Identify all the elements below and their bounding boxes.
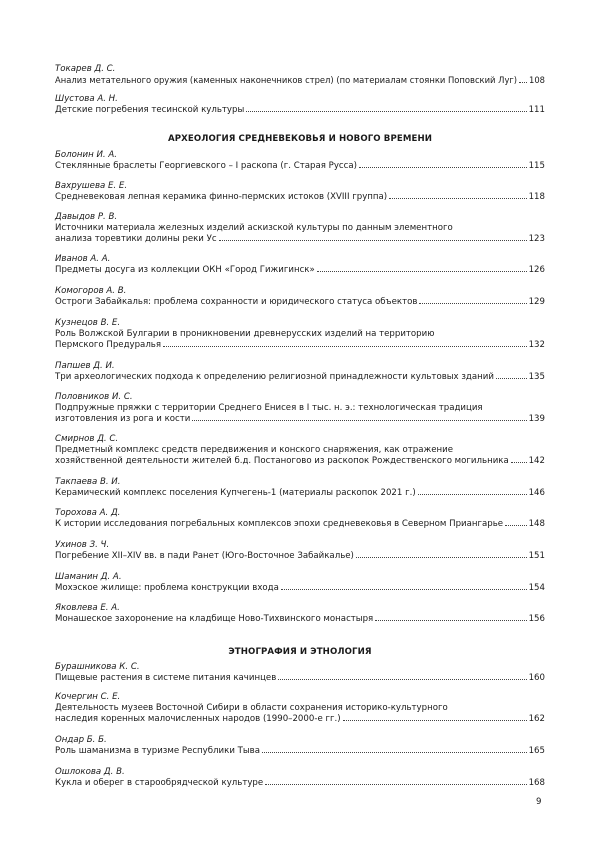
entry-page: 154	[528, 583, 545, 593]
entry-title-line	[55, 414, 545, 425]
dot-leader	[359, 167, 527, 168]
entry-author: Яковлева Е. А.	[55, 603, 120, 613]
entry-author: Торохова А. Д.	[55, 508, 121, 518]
entry-title: Предметы досуга из коллекции ОКН «Город Гижигинск»	[55, 265, 315, 275]
entry-title-line	[55, 75, 545, 86]
entry-page: 162	[528, 714, 545, 724]
entry-author: Комогоров А. В.	[55, 286, 127, 296]
toc-entry[interactable]	[55, 767, 545, 789]
toc-entry[interactable]	[55, 254, 545, 276]
entry-author: Шустова А. Н.	[55, 94, 118, 104]
entry-title: Анализ метательного оружия (каменных наконечников стрел) (по материалам стоянки Поповский Луг)	[55, 75, 518, 85]
entry-title: Средневековая лепная керамика финно-пермских истоков (XVIII группа)	[55, 192, 388, 202]
entry-title-line	[55, 614, 545, 625]
dot-leader	[343, 720, 527, 721]
entry-title-line	[55, 372, 545, 383]
entry-title: изготовления из рога и кости	[55, 414, 191, 424]
toc-entry[interactable]	[55, 508, 545, 530]
entry-title: Подпружные пряжки с территории Среднего Енисея в I тыс. н. э.: технологическая традиция	[55, 403, 483, 413]
section-heading: ЭТНОГРАФИЯ И ЭТНОЛОГИЯ	[228, 647, 372, 657]
entry-page: 118	[528, 192, 545, 202]
entry-title-line	[55, 340, 545, 351]
dot-leader	[265, 784, 526, 785]
entry-title-line	[55, 746, 545, 757]
entry-title-line	[55, 297, 545, 308]
toc-entry[interactable]	[55, 540, 545, 562]
entry-page: 151	[528, 551, 545, 561]
entry-title: Пищевые растения в системе питания качинцев	[55, 673, 277, 683]
entry-title: Монашеское захоронение на кладбище Ново-Тихвинского монастыря	[55, 614, 374, 624]
dot-leader	[219, 240, 527, 241]
entry-author: Вахрушева Е. Е.	[55, 181, 128, 191]
toc-entry[interactable]	[55, 212, 545, 245]
entry-title-line	[55, 234, 545, 245]
dot-leader	[246, 111, 526, 112]
dot-leader	[317, 271, 527, 272]
entry-title: Деятельность музеев Восточной Сибири в области сохранения историко-культурного	[55, 703, 448, 713]
page-number: 9	[536, 797, 542, 807]
entry-author: Шаманин Д. А.	[55, 572, 122, 582]
entry-title-line	[55, 673, 545, 684]
entry-page: 129	[528, 297, 545, 307]
dot-leader	[519, 82, 527, 83]
entry-page: 115	[528, 161, 545, 171]
entry-page: 165	[528, 746, 545, 756]
entry-title: Роль Волжской Булгарии в проникновении древнерусских изделий на территорию	[55, 329, 435, 339]
toc-entry[interactable]	[55, 361, 545, 383]
entry-title-line	[55, 192, 545, 203]
entry-page: 148	[528, 519, 545, 529]
entry-title-line	[55, 583, 545, 594]
entry-title: Керамический комплекс поселения Купчегень-1 (материалы раскопок 2021 г.)	[55, 488, 416, 498]
dot-leader	[505, 525, 527, 526]
dot-leader	[389, 198, 526, 199]
entry-author: Папшев Д. И.	[55, 361, 115, 371]
dot-leader	[262, 752, 527, 753]
toc-entry[interactable]	[55, 434, 545, 467]
toc-entry[interactable]	[55, 318, 545, 351]
entry-title: анализа торевтики долины реки Ус	[55, 234, 217, 244]
entry-author: Кочергин С. Е.	[55, 692, 121, 702]
entry-title-line	[55, 714, 545, 725]
entry-page: 108	[529, 75, 545, 85]
toc-entry[interactable]	[55, 477, 545, 499]
entry-title: Погребение XII–XIV вв. в пади Ранет (Юго-Восточное Забайкалье)	[55, 551, 354, 561]
entry-page: 168	[528, 778, 545, 788]
entry-author: Иванов А. А.	[55, 254, 111, 264]
entry-title-line	[55, 519, 545, 530]
entry-author: Половников И. С.	[55, 392, 133, 402]
entry-title: Источники материала железных изделий аскизской культуры по данным элементного	[55, 223, 453, 233]
dot-leader	[278, 679, 526, 680]
entry-page: 132	[528, 340, 545, 350]
entry-title: Предметный комплекс средств передвижения и конского снаряжения, как отражение	[55, 445, 453, 455]
entry-author: Токарев Д. С.	[55, 64, 116, 74]
entry-title: К истории исследования погребальных комплексов эпохи средневековья в Северном Приангарье	[55, 519, 504, 529]
entry-title: Кукла и оберег в старообрядческой культуре	[55, 778, 264, 788]
entry-author: Ухинов З. Ч.	[55, 540, 110, 550]
entry-title: Роль шаманизма в туризме Республики Тыва	[55, 746, 261, 756]
toc-entry[interactable]	[55, 662, 545, 684]
entry-title: Детские погребения тесинской культуры	[55, 105, 245, 115]
entry-page: 139	[528, 414, 545, 424]
dot-leader	[356, 557, 527, 558]
toc-entry[interactable]	[55, 735, 545, 757]
toc-entry[interactable]	[55, 392, 545, 425]
entry-title: Мохэское жилище: проблема конструкции входа	[55, 583, 279, 593]
toc-entry[interactable]	[55, 181, 545, 203]
entry-page: 123	[528, 234, 545, 244]
dot-leader	[418, 494, 527, 495]
entry-page: 135	[528, 372, 545, 382]
entry-author: Болонин И. А.	[55, 150, 117, 160]
entry-page: 156	[528, 614, 545, 624]
dot-leader	[496, 378, 527, 379]
entry-title-line	[55, 456, 545, 467]
entry-title-line	[55, 551, 545, 562]
toc-entry[interactable]	[55, 64, 545, 86]
entry-title: Три археологических подхода к определению религиозной принадлежности культовых зданий	[55, 372, 494, 382]
toc-entry[interactable]	[55, 150, 545, 172]
entry-page: 142	[528, 456, 545, 466]
entry-title: Стеклянные браслеты Георгиевского – I раскопа (г. Старая Русса)	[55, 161, 357, 171]
entry-author: Ондар Б. Б.	[55, 735, 107, 745]
entry-title-line	[55, 488, 545, 499]
toc-entry[interactable]	[55, 603, 545, 625]
dot-leader	[281, 589, 527, 590]
entry-author: Бурашникова К. С.	[55, 662, 140, 672]
entry-title-line	[55, 265, 545, 276]
dot-leader	[375, 620, 526, 621]
entry-title-line	[55, 105, 545, 116]
entry-title-line	[55, 778, 545, 789]
toc-entry[interactable]	[55, 692, 545, 725]
entry-author: Смирнов Д. С.	[55, 434, 119, 444]
entry-author: Ошлокова Д. В.	[55, 767, 125, 777]
entry-title: Пермского Предуралья	[55, 340, 162, 350]
entry-title: наследия коренных малочисленных народов (1990–2000-е гг.)	[55, 714, 341, 724]
entry-title: хозяйственной деятельности жителей б.д. Постаногово из раскопок Рождественского могильника	[55, 456, 509, 466]
toc-entry[interactable]	[55, 286, 545, 308]
entry-page: 111	[528, 105, 545, 115]
entry-title-line	[55, 161, 545, 172]
toc-entry[interactable]	[55, 94, 545, 116]
dot-leader	[192, 420, 526, 421]
entry-author: Давыдов Р. В.	[55, 212, 118, 222]
entry-author: Кузнецов В. Е.	[55, 318, 121, 328]
dot-leader	[511, 462, 527, 463]
entry-page: 160	[528, 673, 545, 683]
dot-leader	[163, 346, 527, 347]
dot-leader	[419, 303, 526, 304]
entry-page: 126	[528, 265, 545, 275]
entry-page: 146	[528, 488, 545, 498]
entry-title: Остроги Забайкалья: проблема сохранности и юридического статуса объектов	[55, 297, 418, 307]
entry-author: Такпаева В. И.	[55, 477, 121, 487]
toc-entry[interactable]	[55, 572, 545, 594]
section-heading: АРХЕОЛОГИЯ СРЕДНЕВЕКОВЬЯ И НОВОГО ВРЕМЕНИ	[167, 134, 433, 144]
